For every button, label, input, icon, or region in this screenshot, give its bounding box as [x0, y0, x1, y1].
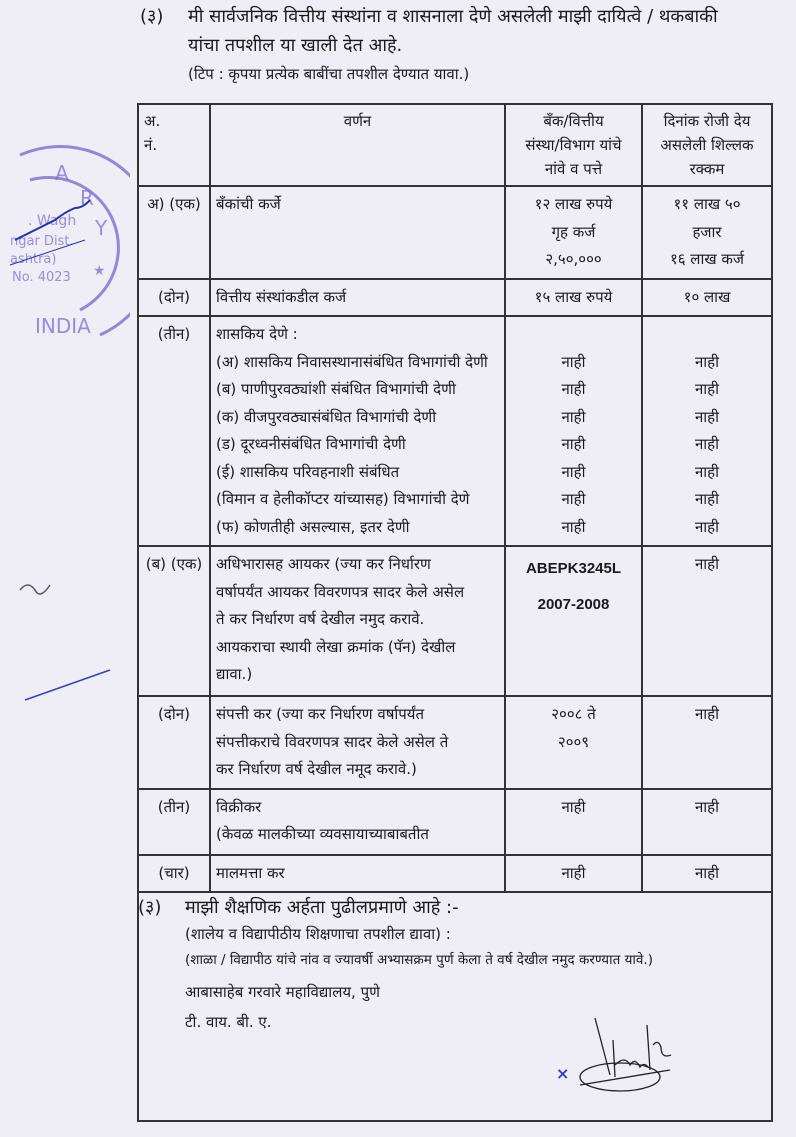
header-text: नांवे व पत्ते — [544, 160, 603, 178]
svg-text:ashtra): ashtra) — [10, 252, 57, 267]
description-cell-line: द्यावा.) — [216, 665, 253, 683]
balance-cell-line: नाही — [694, 705, 720, 723]
serial-cell: (दोन) — [138, 279, 210, 317]
description-cell-line: बँकांची कर्जे — [216, 195, 281, 213]
header-text: नं. — [144, 136, 158, 154]
balance-cell — [642, 279, 772, 317]
header-institution — [505, 104, 642, 186]
svg-text:No. 4023: No. 4023 — [12, 270, 71, 285]
institution-cell-line: १५ लाख रुपये — [534, 287, 613, 306]
balance-cell-line: नाही — [694, 863, 720, 882]
balance-cell-line: हजार — [692, 222, 722, 241]
institution-cell — [505, 186, 642, 279]
balance-cell-line: १० लाख — [683, 287, 731, 306]
header-serial — [138, 104, 210, 186]
description-cell — [210, 316, 505, 546]
table-row — [138, 316, 772, 546]
balance-cell-line: नाही — [694, 352, 720, 371]
institution-cell — [505, 789, 642, 855]
header-text: असलेली शिल्लक — [660, 136, 754, 154]
institution-cell-line: २००८ ते — [551, 705, 596, 723]
institution-cell — [505, 279, 642, 317]
table-row — [138, 789, 772, 855]
intro-line-2: यांचा तपशील या खाली देत आहे. — [188, 35, 403, 56]
institution-cell — [505, 546, 642, 696]
institution-cell-line: नाही — [561, 435, 586, 453]
serial-cell: (ब) (एक) — [138, 546, 210, 696]
institution-cell-line: गृह कर्ज — [551, 222, 596, 241]
svg-text:Y: Y — [95, 216, 108, 240]
description-cell-line: कर निर्धारण वर्ष देखील नमूद करावे.) — [216, 760, 417, 778]
table-header-row — [138, 104, 772, 186]
balance-cell — [642, 696, 772, 789]
description-cell-line: संपत्तीकराचे विवरणपत्र सादर केले असेल ते — [216, 732, 449, 751]
header-text: बँक/वित्तीय — [543, 112, 604, 130]
balance-cell-line: ११ लाख ५० — [673, 195, 741, 213]
description-cell-line: वित्तीय संस्थांकडील कर्ज — [216, 287, 347, 306]
college-name: आबासाहेब गरवारे महाविद्यालय, पुणे — [185, 983, 380, 1001]
serial-cell: (चार) — [138, 855, 210, 893]
svg-text:A: A — [55, 161, 69, 185]
svg-text:R: R — [80, 186, 94, 210]
balance-cell-line: नाही — [694, 490, 720, 508]
svg-text:. Wagh: . Wagh — [28, 213, 77, 229]
description-cell-line: (ई) शासकिय परिवहनाशी संबंधित — [216, 462, 400, 481]
institution-cell-line: २,५०,००० — [545, 250, 602, 268]
description-cell-line: (ड) दूरध्वनीसंबंधित विभागांची देणी — [216, 435, 406, 453]
description-cell-line: (अ) शासकिय निवासस्थानासंबंधित विभागांची देणी — [216, 352, 488, 371]
header-balance — [642, 104, 772, 186]
balance-cell-line: नाही — [694, 555, 720, 573]
institution-cell-line: नाही — [561, 517, 586, 536]
description-cell — [210, 279, 505, 317]
svg-text:ngar Dist.: ngar Dist. — [10, 234, 74, 249]
svg-text:INDIA: INDIA — [35, 314, 91, 338]
balance-cell-line: नाही — [694, 435, 720, 453]
balance-cell-line: नाही — [694, 380, 720, 398]
serial-cell: अ) (एक) — [138, 186, 210, 279]
description-cell-line: संपत्ती कर (ज्या कर निर्धारण वर्षापर्यंत — [216, 705, 425, 723]
education-number: (३) — [138, 897, 162, 918]
institution-cell-line — [511, 321, 636, 349]
institution-cell-line: नाही — [561, 797, 586, 816]
balance-cell — [642, 789, 772, 855]
description-cell-line: मालमत्ता कर — [216, 863, 285, 882]
intro-line-1: मी सार्वजनिक वित्तीय संस्थांना व शासनाला देणे असलेली माझी दायित्वे / थकबाकी — [188, 6, 718, 27]
balance-cell-line: १६ लाख कर्ज — [669, 250, 745, 268]
serial-cell: (तीन) — [138, 789, 210, 855]
balance-cell-line: नाही — [694, 407, 720, 426]
balance-cell-line: नाही — [694, 517, 720, 536]
signature-icon — [575, 1015, 705, 1095]
description-cell-line: (क) वीजपुरवठ्यासंबंधित विभागांची देणी — [216, 407, 437, 426]
institution-cell-line: नाही — [561, 352, 586, 371]
section-number: (३) — [140, 6, 164, 27]
serial-cell: (तीन) — [138, 316, 210, 546]
svg-text:★: ★ — [93, 263, 106, 279]
institution-cell — [505, 316, 642, 546]
institution-cell-line: नाही — [561, 380, 586, 398]
balance-cell — [642, 546, 772, 696]
description-cell-line: (केवळ मालकीच्या व्यवसायाच्याबाबतीत — [216, 825, 429, 843]
description-cell-line: ते कर निर्धारण वर्ष देखील नमुद करावे. — [216, 610, 425, 628]
liabilities-table — [137, 103, 773, 893]
stamp-seal-icon — [0, 145, 130, 345]
balance-cell — [642, 186, 772, 279]
description-cell — [210, 546, 505, 696]
table-row — [138, 279, 772, 317]
institution-cell-line: नाही — [561, 462, 586, 481]
institution-cell-line: ABEPK3245L — [525, 560, 622, 577]
serial-cell: (दोन) — [138, 696, 210, 789]
header-description: वर्णन — [210, 104, 505, 186]
degree: टी. वाय. बी. ए. — [185, 1013, 272, 1031]
ink-marks-icon — [10, 560, 120, 710]
description-cell — [210, 186, 505, 279]
balance-cell-line — [648, 321, 766, 349]
description-cell-line: (विमान व हेलीकॉप्टर यांच्यासह) विभागांची देणे — [216, 490, 470, 508]
description-cell-line: (फ) कोणतीही असल्यास, इतर देणी — [216, 517, 410, 536]
description-cell — [210, 696, 505, 789]
description-cell-line: अधिभारासह आयकर (ज्या कर निर्धारण — [216, 555, 431, 573]
table-row — [138, 546, 772, 696]
header-text: दिनांक रोजी देय — [663, 112, 751, 130]
balance-cell-line: नाही — [694, 797, 720, 816]
institution-cell-line: 2007-2008 — [537, 596, 610, 613]
description-cell-line: विक्रीकर — [216, 797, 262, 816]
institution-cell-line: १२ लाख रुपये — [534, 195, 613, 213]
institution-cell — [505, 696, 642, 789]
balance-cell — [642, 316, 772, 546]
header-text: रक्कम — [689, 160, 725, 178]
institution-cell-line: नाही — [561, 490, 586, 508]
education-heading: माझी शैक्षणिक अर्हता पुढीलप्रमाणे आहे :- — [185, 897, 459, 918]
header-text: अ. — [144, 112, 161, 130]
description-cell-line: वर्षापर्यंत आयकर विवरणपत्र सादर केले असेल — [216, 582, 465, 601]
table-row — [138, 186, 772, 279]
description-cell — [210, 789, 505, 855]
education-note-2: (शाळा / विद्यापीठ यांचे नांव व ज्यावर्षी अभ्यासक्रम पुर्ण केला ते वर्ष देखील नमुद करण्यात यावे.) — [185, 952, 653, 968]
education-note-1: (शालेय व विद्यापीठीय शिक्षणाचा तपशील द्यावा) : — [185, 925, 451, 943]
institution-cell-line: नाही — [561, 863, 586, 882]
description-cell-line: आयकराचा स्थायी लेखा क्रमांक (पॅन) देखील — [216, 637, 456, 656]
table-row — [138, 696, 772, 789]
balance-cell-line: नाही — [694, 462, 720, 481]
intro-note: (टिप : कृपया प्रत्येक बाबींचा तपशील देण्यात यावा.) — [188, 65, 470, 83]
institution-cell-line: २००९ — [557, 732, 590, 751]
header-text: संस्था/विभाग यांचे — [525, 136, 622, 154]
description-cell-line: (ब) पाणीपुरवठ्यांशी संबंधित विभागांची देणी — [216, 380, 456, 398]
institution-cell-line: नाही — [561, 407, 586, 426]
cross-mark: × — [556, 1064, 570, 1083]
description-cell-line: शासकिय देणे : — [216, 325, 298, 343]
